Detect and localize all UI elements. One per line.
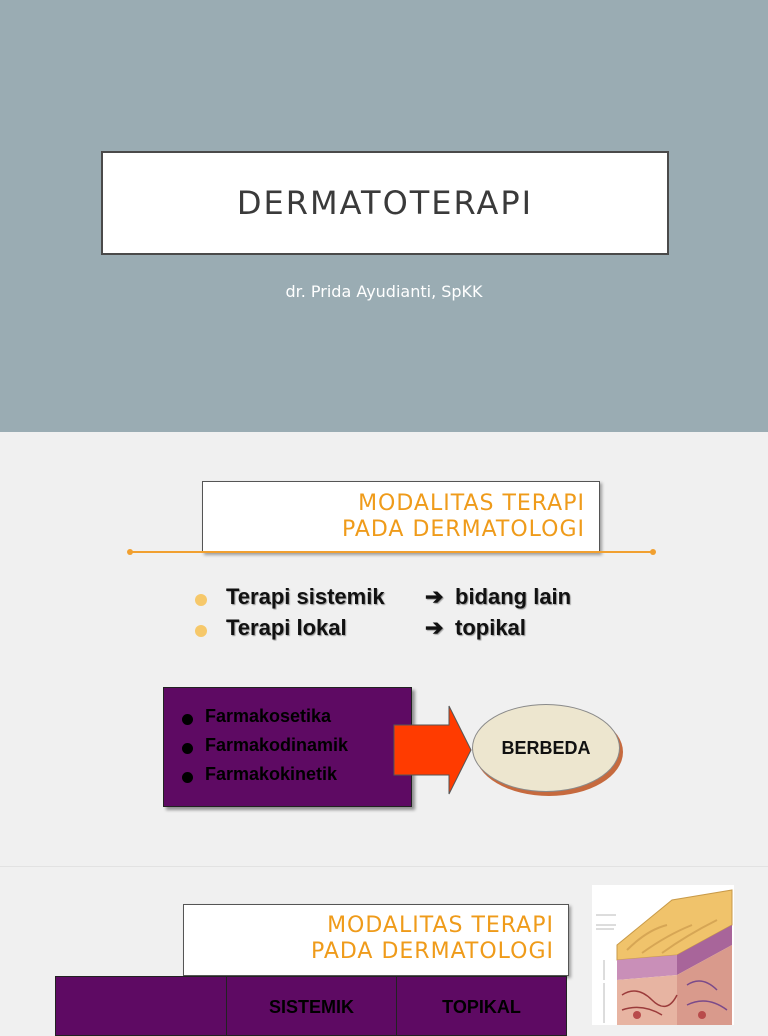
table-header-cell [56, 977, 227, 1035]
table-header-label: SISTEMIK [268, 997, 354, 1017]
big-right-arrow-icon [393, 705, 473, 795]
table-header-label: TOPIKAL [442, 997, 521, 1017]
list-item [182, 706, 411, 735]
title-box [101, 151, 669, 255]
table-header-cell [227, 977, 397, 1035]
heading-box [183, 904, 569, 976]
table-header-row [55, 976, 567, 1036]
pharmacology-item: Farmakodinamik [205, 735, 349, 755]
table-header-cell [397, 977, 566, 1035]
skin-layers-illustration [592, 885, 734, 1025]
ellipse-label: BERBEDA [501, 737, 591, 758]
divider-dot-left [127, 549, 133, 555]
heading-line-2: PADA DERMATOLOGI [310, 939, 554, 964]
list-item [182, 764, 411, 793]
slide-title: DERMATOTERAPI [236, 184, 534, 222]
heading-line-2: PADA DERMATOLOGI [341, 517, 585, 542]
title-slide [0, 0, 768, 432]
bullet-dot-icon [182, 714, 193, 725]
modalitas-table-slide [0, 866, 768, 1025]
bullet-dot-icon [182, 743, 193, 754]
modalitas-slide [0, 432, 768, 866]
heading-line-1: MODALITAS TERAPI [327, 913, 554, 938]
heading-line-1: MODALITAS TERAPI [358, 491, 585, 516]
bullet-dot-icon [195, 594, 207, 606]
bullet-dot-icon [182, 772, 193, 783]
bullet-desc: topikal [455, 615, 526, 640]
bullet-term: Terapi sistemik [226, 584, 385, 609]
pharmacology-box [163, 687, 412, 807]
right-arrow-icon: ➔ [425, 615, 444, 640]
divider-dot-right [650, 549, 656, 555]
list-item [182, 735, 411, 764]
bullet-term: Terapi lokal [226, 615, 347, 640]
slide-subtitle: dr. Prida Ayudianti, SpKK [285, 282, 483, 301]
heading-box [202, 481, 600, 553]
pharmacology-item: Farmakokinetik [205, 764, 338, 784]
bullet-desc: bidang lain [455, 584, 572, 609]
bullet-dot-icon [195, 625, 207, 637]
pharmacology-item: Farmakosetika [205, 706, 332, 726]
right-arrow-icon: ➔ [425, 584, 444, 609]
divider-line [130, 551, 653, 553]
berbeda-ellipse [472, 704, 620, 792]
